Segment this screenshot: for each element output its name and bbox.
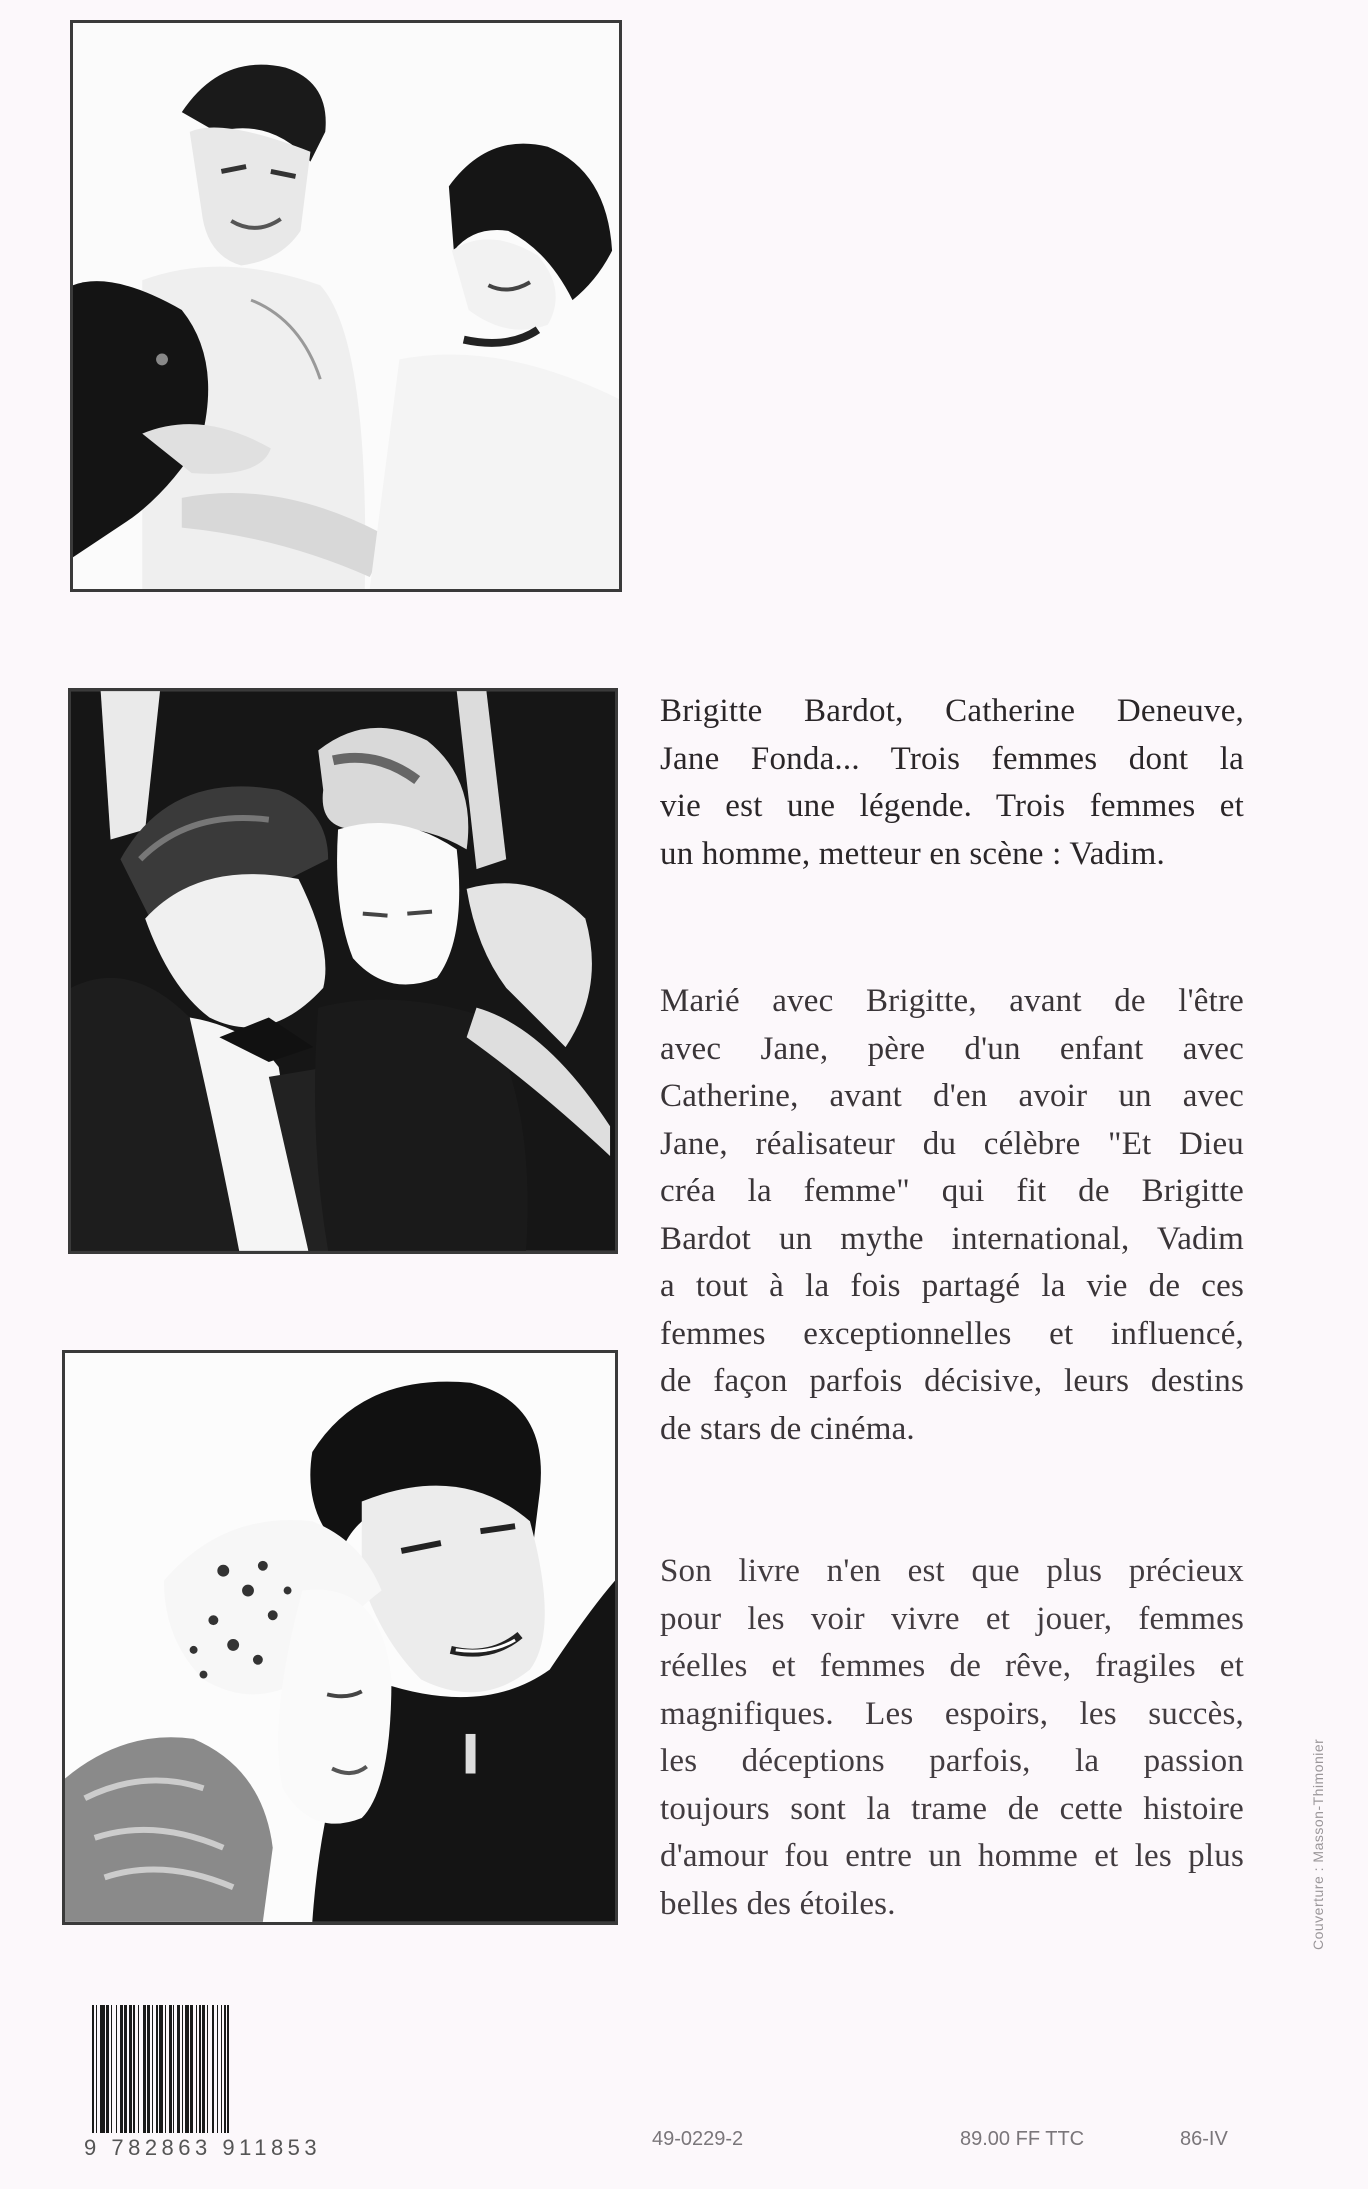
blurb-closing-paragraph <box>660 1548 1244 1928</box>
text-line: Jane, réalisateur du célèbre "Et Dieu <box>660 1125 1244 1162</box>
isbn-barcode <box>84 2005 357 2160</box>
text-line: Marié avec Brigitte, avant de l'être <box>660 983 1244 1019</box>
reference-code: 49-0229-2 <box>652 2128 744 2150</box>
text-line: les déceptions parfois, la passion <box>660 1743 1244 1779</box>
text-line: belles des étoiles. <box>660 1885 896 1922</box>
text-line: toujours sont la trame de cette histoire <box>660 1790 1244 1827</box>
text-line: réelles et femmes de rêve, fragiles et <box>660 1648 1244 1684</box>
text-line: a tout à la fois partagé la vie de ces <box>660 1268 1244 1304</box>
barcode-digits: 9 782863 911853 <box>84 2135 322 2160</box>
text-line: femmes exceptionnelles et influencé, <box>660 1315 1244 1352</box>
text-line: de stars de cinéma. <box>660 1410 915 1447</box>
text-line: Son livre n'en est que plus précieux <box>660 1553 1244 1589</box>
text-line: Bardot un mythe international, Vadim <box>660 1220 1244 1257</box>
photo-man-with-dog-and-woman <box>70 20 622 592</box>
photo-man-in-tuxedo-with-blonde-woman <box>68 688 618 1254</box>
barcode-bars <box>92 2005 357 2133</box>
photo-illustration <box>65 1353 615 1922</box>
text-line: pour les voir vivre et jouer, femmes <box>660 1600 1244 1637</box>
text-line: Catherine, avant d'en avoir un avec <box>660 1078 1244 1114</box>
text-line: de façon parfois décisive, leurs destins <box>660 1363 1244 1399</box>
photo-illustration <box>71 691 615 1251</box>
text-line: créa la femme" qui fit de Brigitte <box>660 1173 1244 1209</box>
photo-laughing-man-with-woman-in-knit-hat <box>62 1350 618 1925</box>
blurb-biography-paragraph <box>660 978 1244 1453</box>
cover-credit: Couverture : Masson-Thimonier <box>1310 1738 1326 1950</box>
photo-illustration <box>73 23 619 589</box>
price-label: 89.00 FF TTC <box>960 2128 1085 2150</box>
blurb-intro-paragraph <box>660 688 1244 878</box>
volume-code: 86-IV <box>1180 2128 1228 2150</box>
text-line: vie est une légende. Trois femmes et <box>660 788 1244 824</box>
text-line: un homme, metteur en scène : Vadim. <box>660 835 1165 872</box>
text-line: avec Jane, père d'un enfant avec <box>660 1030 1244 1067</box>
text-line: magnifiques. Les espoirs, les succès, <box>660 1695 1244 1732</box>
text-line: d'amour fou entre un homme et les plus <box>660 1838 1244 1874</box>
text-line: Brigitte Bardot, Catherine Deneuve, <box>660 693 1244 729</box>
text-line: Jane Fonda... Trois femmes dont la <box>660 740 1244 777</box>
